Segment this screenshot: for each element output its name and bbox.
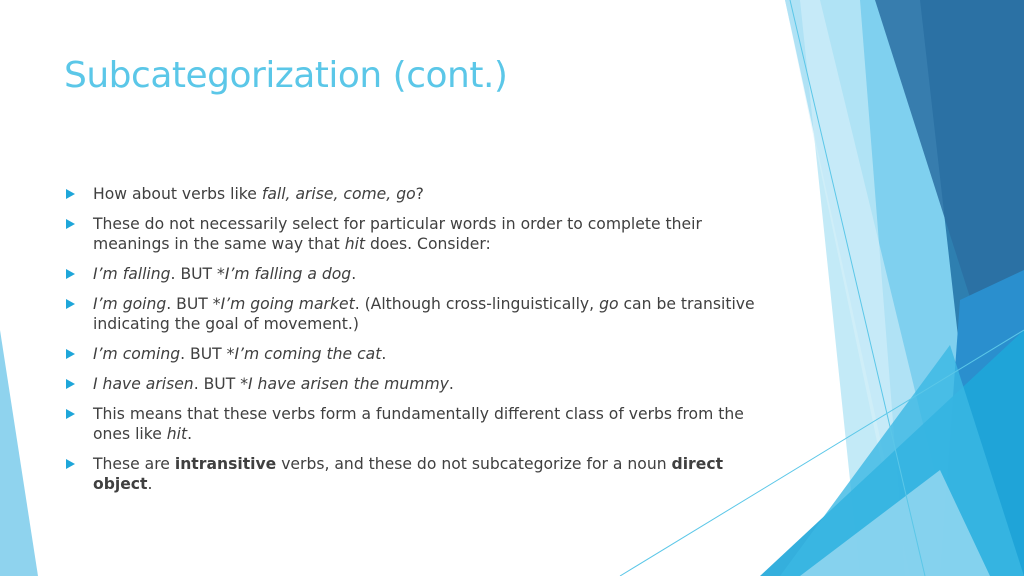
bullet-item xyxy=(66,184,756,204)
bullet-text: . xyxy=(381,345,387,363)
bullet-text: . BUT xyxy=(180,345,227,363)
bullet-item xyxy=(66,214,756,254)
bullet-list xyxy=(66,184,756,504)
triangle-arrow-right-icon xyxy=(66,409,75,419)
left-facet xyxy=(0,330,38,576)
bullet-text: These are xyxy=(93,455,175,473)
triangle-arrow-right-icon xyxy=(66,349,75,359)
bullet-text: can be transitive indicating the goal of movement.) xyxy=(93,295,755,333)
bullet-text: . xyxy=(448,375,454,393)
triangle-arrow-right-icon xyxy=(66,269,75,279)
bullet-item xyxy=(66,294,756,334)
bullet-text: does. Consider: xyxy=(365,235,491,253)
bullet-text: hit xyxy=(166,425,188,443)
triangle-arrow-right-icon xyxy=(66,299,75,309)
bullet-item xyxy=(66,344,756,364)
bullet-item xyxy=(66,454,756,494)
bullet-text: How about verbs like xyxy=(93,185,262,203)
bullet-text: . BUT xyxy=(166,295,213,313)
bullet-text: This means that these verbs form a fundamentally different class of verbs from the ones like xyxy=(93,405,744,443)
bullet-text: *I’m coming the cat xyxy=(226,345,382,363)
bullet-text: *I have arisen the mummy xyxy=(240,375,449,393)
bullet-text: *I’m falling a dog xyxy=(217,265,352,283)
bullet-text: *I’m going market xyxy=(212,295,355,313)
bullet-text: . BUT xyxy=(193,375,241,393)
bullet-text: I’m going xyxy=(93,295,167,313)
bullet-text: direct object xyxy=(93,455,724,493)
bullet-text: . (Although cross-linguistically, xyxy=(354,295,600,313)
bullet-text: I’m coming xyxy=(93,345,181,363)
triangle-arrow-right-icon xyxy=(66,459,75,469)
bullet-text: fall, arise, come, go xyxy=(261,185,416,203)
bullet-text: go xyxy=(599,295,619,313)
triangle-arrow-right-icon xyxy=(66,189,75,199)
triangle-arrow-right-icon xyxy=(66,379,75,389)
bullet-text: ? xyxy=(415,185,424,203)
bullet-text: I’m falling xyxy=(93,265,171,283)
bullet-text: . xyxy=(187,425,193,443)
bullet-text: . xyxy=(351,265,357,283)
bullet-item xyxy=(66,404,756,444)
triangle-arrow-right-icon xyxy=(66,219,75,229)
bullet-text: These do not necessarily select for particular words in order to complete their meanings in the same way that xyxy=(93,215,702,253)
bullet-text: I have arisen xyxy=(93,375,194,393)
bullet-item xyxy=(66,374,756,394)
bullet-text: intransitive xyxy=(174,455,277,473)
bullet-text: hit xyxy=(344,235,366,253)
bullet-item xyxy=(66,264,756,284)
bullet-text: . BUT xyxy=(170,265,218,283)
slide-title: Subcategorization (cont.) xyxy=(64,55,508,96)
bullet-text: . xyxy=(147,475,153,493)
bullet-text: verbs, and these do not subcategorize for a noun xyxy=(276,455,672,473)
